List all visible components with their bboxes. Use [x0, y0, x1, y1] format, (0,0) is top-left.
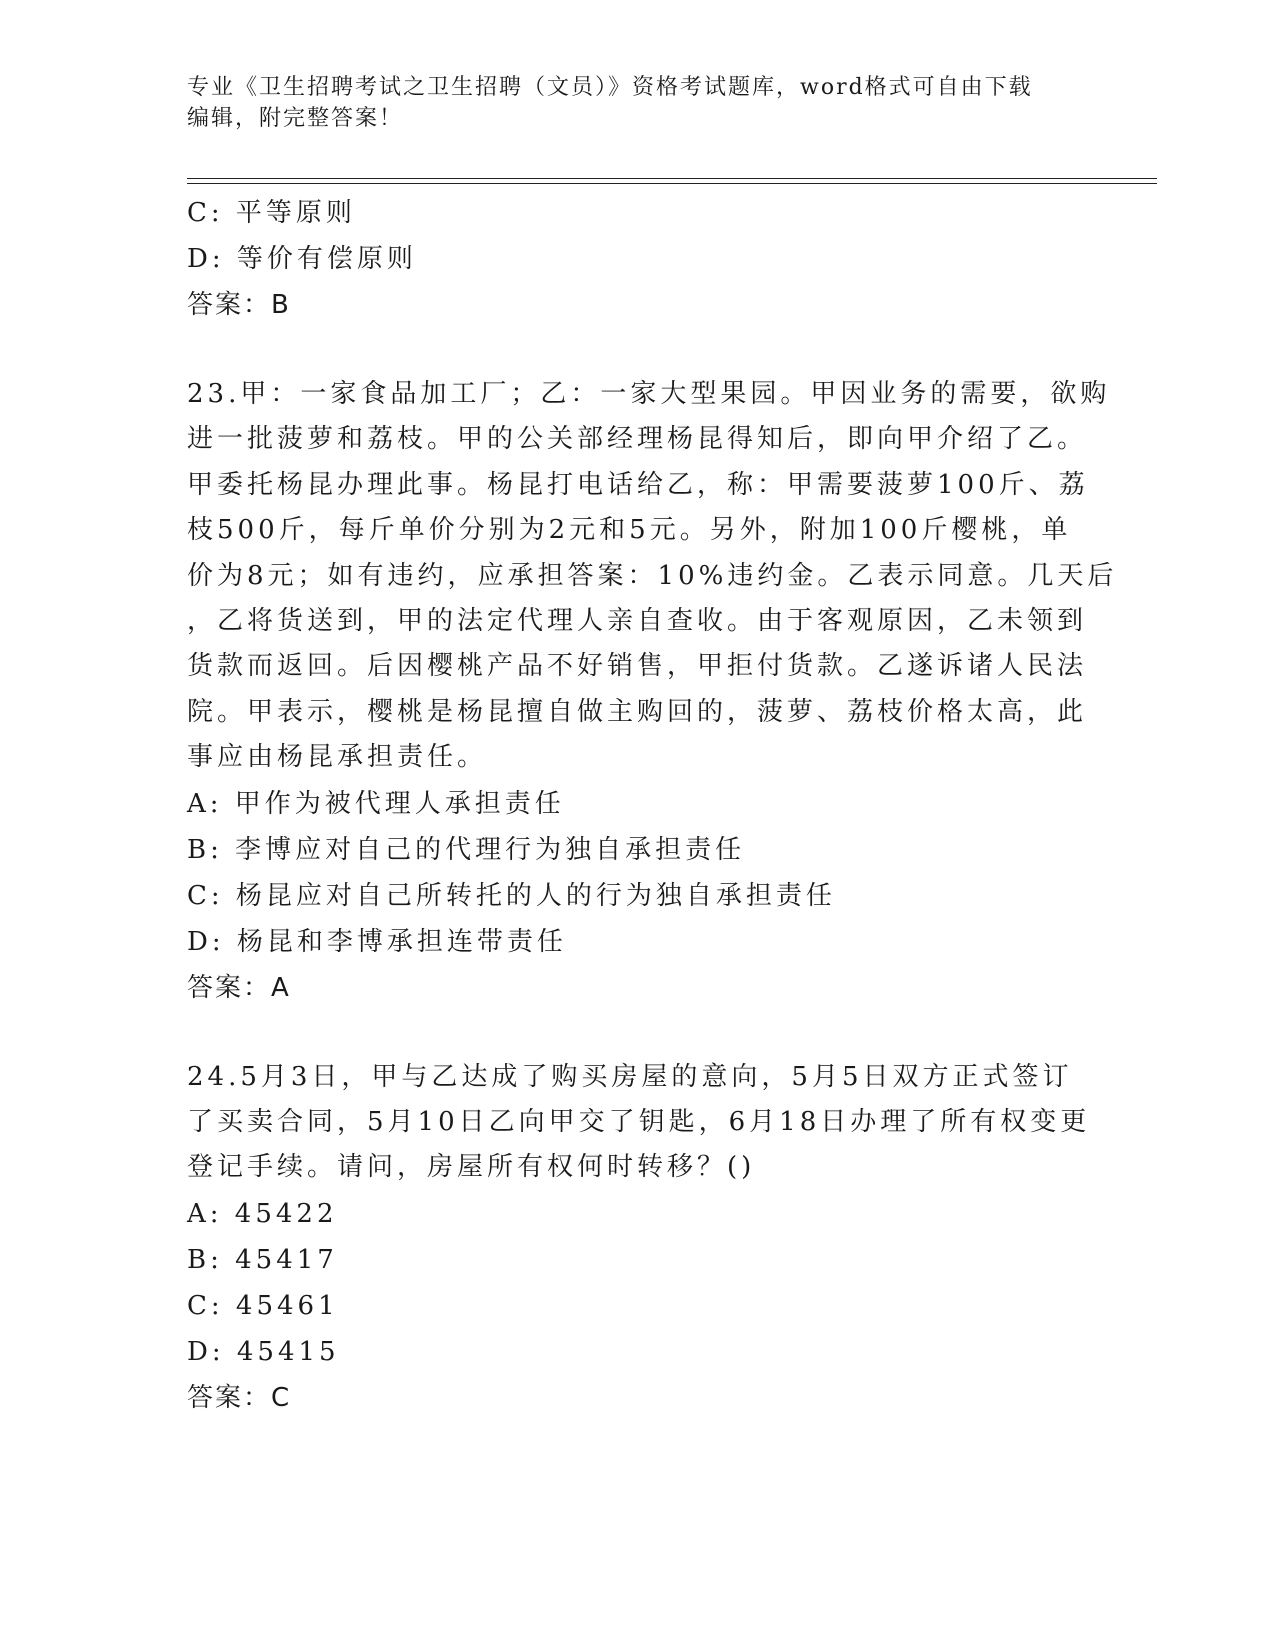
q23-answer: 答案：A	[187, 972, 291, 1003]
document-header	[187, 72, 1087, 134]
q23-option-c: C: 杨昆应对自己所转托的人的行为独自承担责任	[187, 880, 836, 911]
q22-answer: 答案：B	[187, 290, 291, 320]
q24-answer: 答案：C	[187, 1382, 292, 1413]
q23-stem-line: 货款而返回。后因樱桃产品不好销售，甲拒付货款。乙遂诉诸人民法	[187, 651, 1088, 682]
q23-option-d: D: 杨昆和李博承担连带责任	[187, 926, 567, 957]
q23-option-b: B: 李博应对自己的代理行为独自承担责任	[187, 834, 746, 865]
q24-stem-line: 登记手续。请问，房屋所有权何时转移？()	[187, 1152, 756, 1183]
document-body	[187, 190, 1118, 1421]
q23-stem-line: 事应由杨昆承担责任。	[187, 742, 488, 773]
q23-stem-line: 进一批菠萝和荔枝。甲的公关部经理杨昆得知后，即向甲介绍了乙。	[187, 424, 1088, 455]
spacer	[187, 328, 1087, 372]
q24-option-c: C: 45461	[187, 1290, 339, 1321]
q22-option-d: D: 等价有偿原则	[187, 244, 417, 274]
q24-option-a: A: 45422	[187, 1198, 338, 1229]
q23-stem-line: 院。甲表示，樱桃是杨昆擅自做主购回的，菠萝、荔枝价格太高，此	[187, 696, 1088, 727]
spacer	[187, 1011, 1087, 1055]
q23-stem-line: 23.甲：一家食品加工厂；乙：一家大型果园。甲因业务的需要，欲购	[187, 379, 1111, 409]
header-line-1: 专业《卫生招聘考试之卫生招聘（文员）》资格考试题库，word格式可自由下载	[187, 75, 1033, 100]
header-divider-top	[187, 178, 1157, 179]
q22-option-c: C: 平等原则	[187, 198, 356, 228]
q23-option-a: A: 甲作为被代理人承担责任	[187, 788, 565, 819]
q24-option-d: D: 45415	[187, 1336, 340, 1367]
q23-stem-line: ，乙将货送到，甲的法定代理人亲自查收。由于客观原因，乙未领到	[187, 605, 1088, 636]
q23-stem	[187, 372, 1118, 781]
q23-stem-line: 价为8元；如有违约，应承担答案：10%违约金。乙表示同意。几天后	[187, 560, 1118, 591]
q24-stem-line: 24.5月3日，甲与乙达成了购买房屋的意向，5月5日双方正式签订	[187, 1061, 1073, 1092]
q23-stem-line: 甲委托杨昆办理此事。杨昆打电话给乙，称：甲需要菠萝100斤、荔	[187, 469, 1089, 500]
q23-stem-line: 枝500斤，每斤单价分别为2元和5元。另外，附加100斤樱桃，单	[187, 515, 1072, 546]
q24-stem-line: 了买卖合同，5月10日乙向甲交了钥匙，6月18日办理了所有权变更	[187, 1106, 1091, 1137]
header-line-2: 编辑，附完整答案！	[187, 106, 404, 131]
q24-option-b: B: 45417	[187, 1244, 338, 1275]
header-divider-bottom	[187, 183, 1157, 184]
q24-stem	[187, 1055, 1091, 1191]
